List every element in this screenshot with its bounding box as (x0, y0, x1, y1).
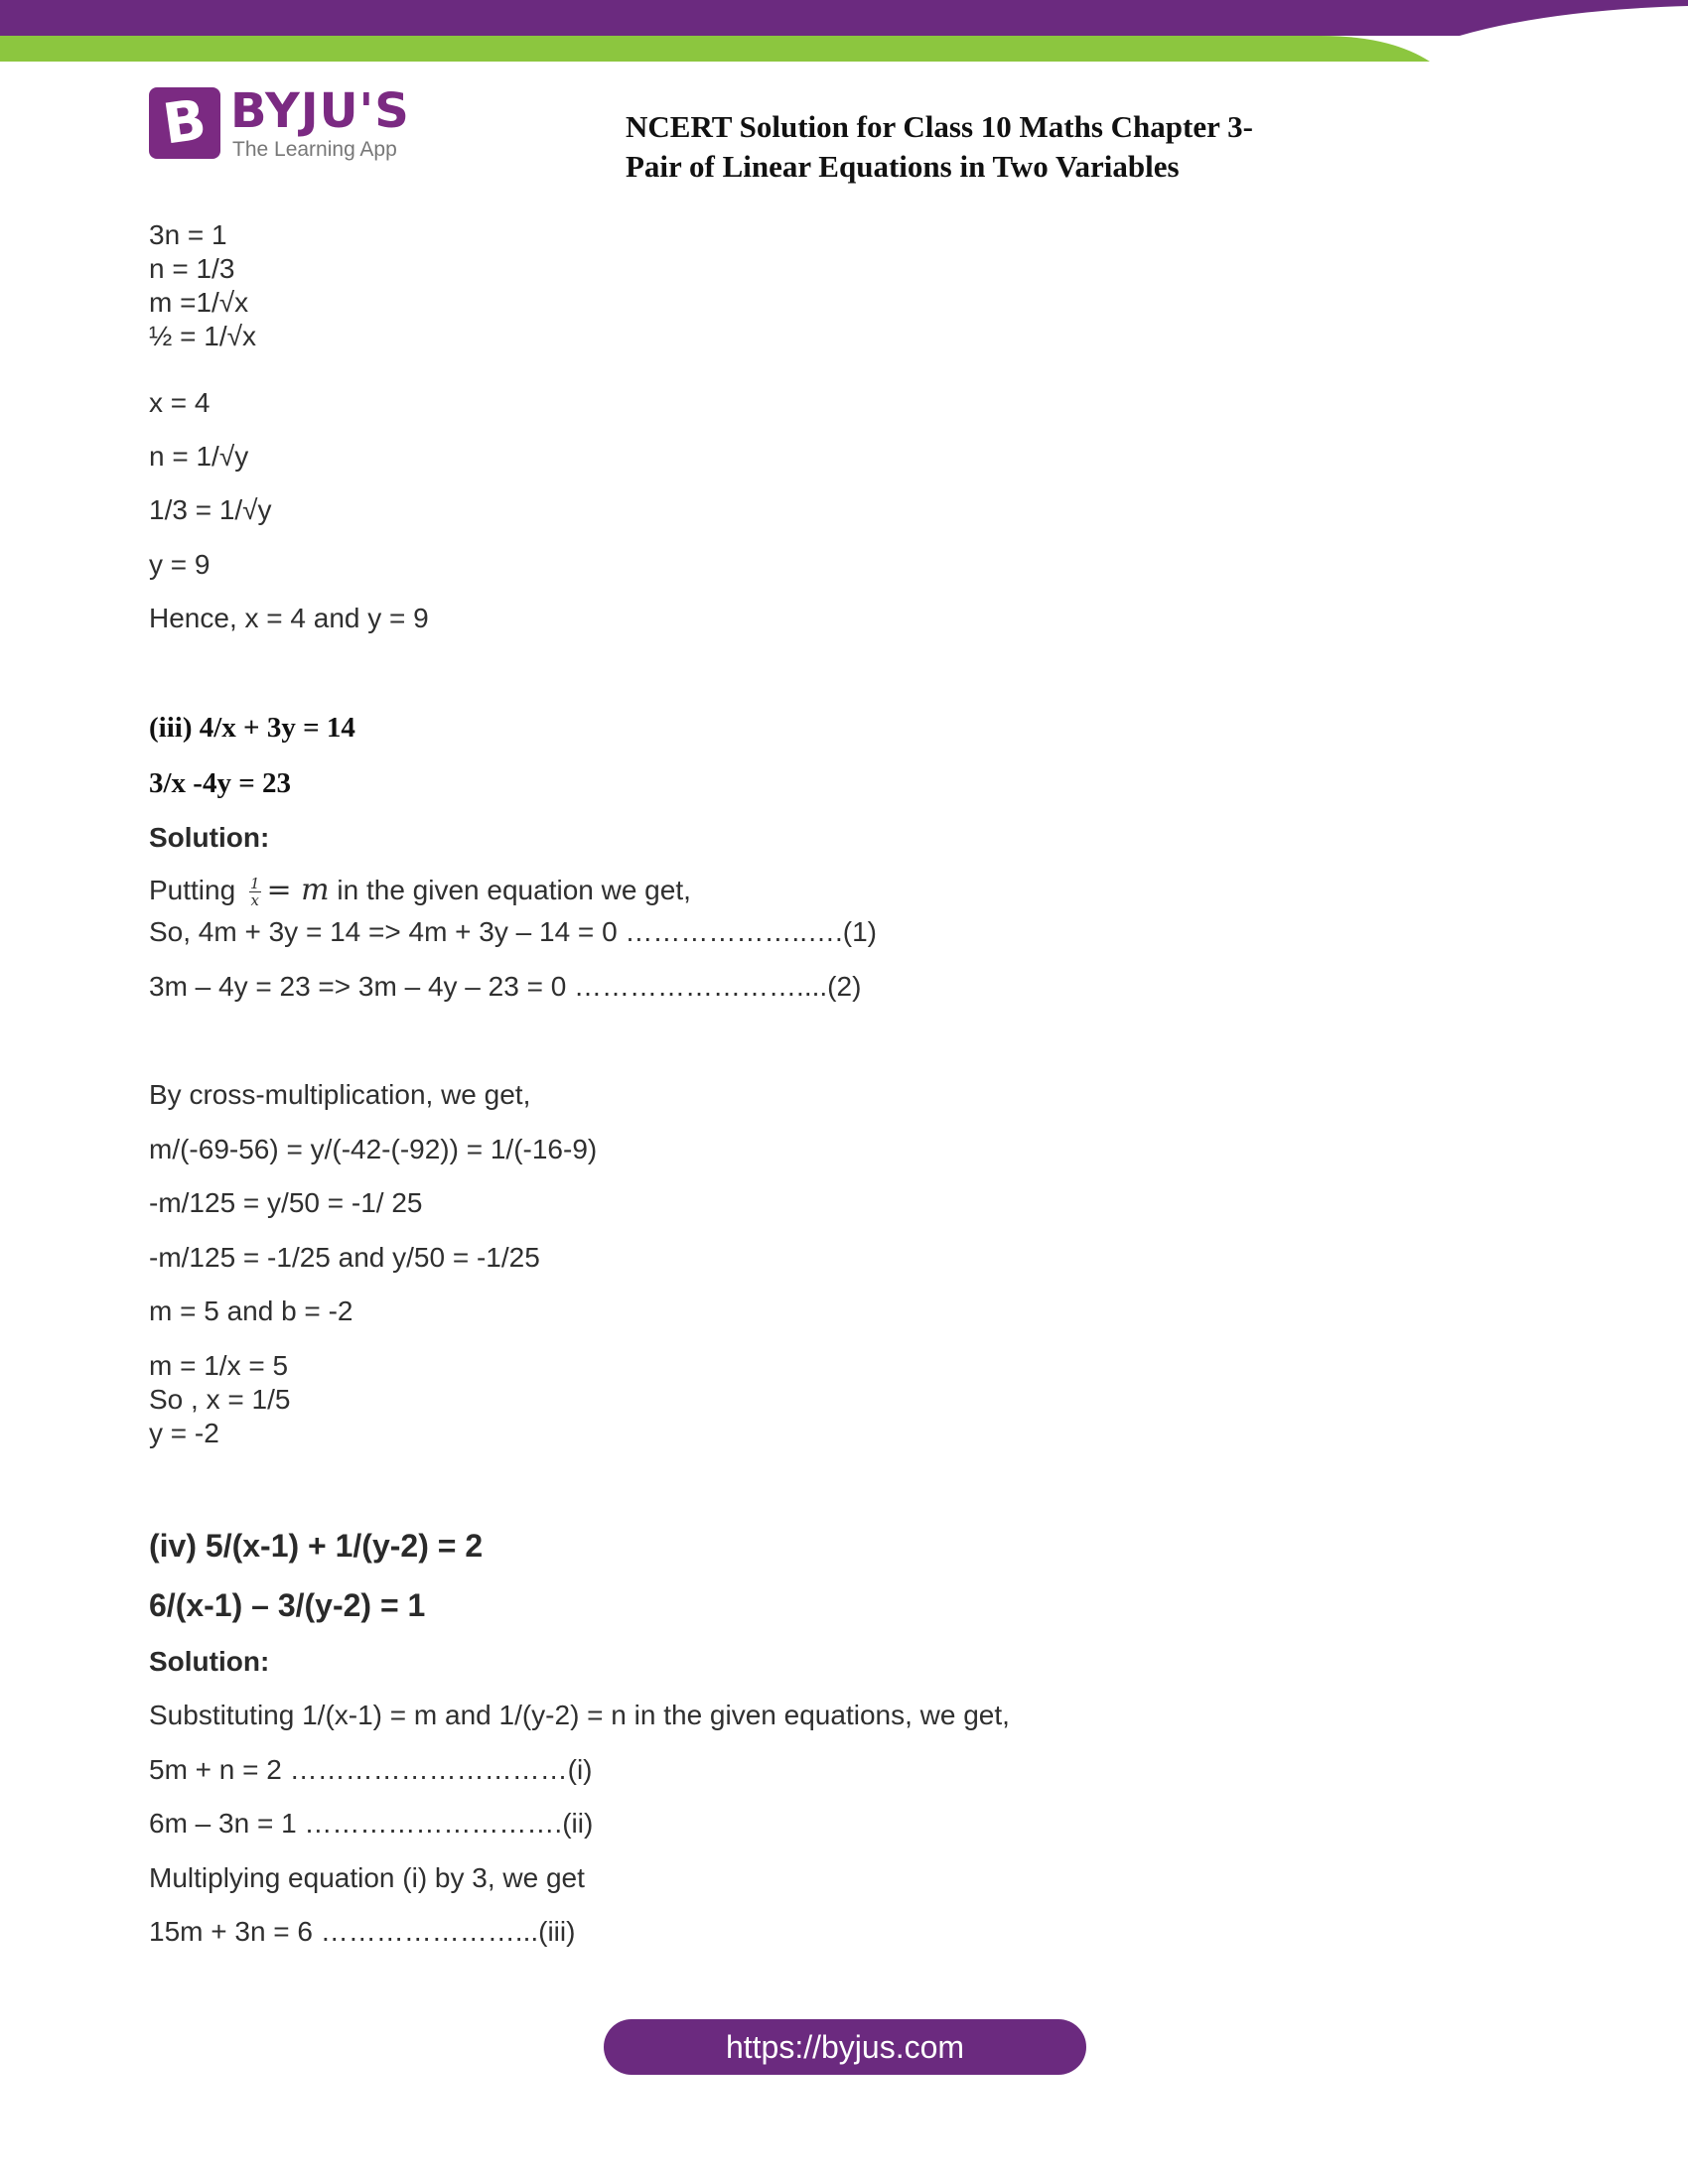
title-line-2: Pair of Linear Equations in Two Variables (626, 149, 1180, 184)
fraction-numerator: 1 (249, 875, 260, 893)
equation-line: 15m + 3n = 6 …………………...(iii) (149, 1916, 576, 1947)
logo-name: BYJU'S (230, 83, 410, 139)
equation-line: So, 4m + 3y = 14 => 4m + 3y – 14 = 0 ………………..….(1) (149, 916, 877, 947)
logo-letter: B (159, 87, 211, 158)
fraction-denominator: x (250, 891, 259, 910)
text-line: n = 1/3 (149, 253, 235, 284)
footer-url-link[interactable]: https://byjus.com (604, 2019, 1086, 2075)
byjus-logo[interactable] (149, 85, 437, 165)
equation-line: So , x = 1/5 (149, 1384, 291, 1415)
text-line: x = 4 (149, 387, 211, 418)
equation-line: y = -2 (149, 1418, 219, 1448)
page-title (626, 107, 1519, 187)
text-line: Multiplying equation (i) by 3, we get (149, 1862, 585, 1893)
fraction-one-over-x (249, 876, 261, 908)
text-line: By cross-multiplication, we get, (149, 1079, 531, 1110)
equation-line: -m/125 = -1/25 and y/50 = -1/25 (149, 1242, 540, 1273)
text-line: m =1/√x (149, 287, 249, 318)
top-color-band (0, 0, 1688, 62)
equation-line: m = 1/x = 5 (149, 1350, 289, 1381)
text-line: y = 9 (149, 549, 211, 580)
text-line: n = 1/√y (149, 441, 249, 472)
text-line: 3n = 1 (149, 219, 227, 250)
equation-line: -m/125 = y/50 = -1/ 25 (149, 1187, 423, 1218)
text-line: 1/3 = 1/√y (149, 494, 272, 525)
question-heading: (iv) 5/(x-1) + 1/(y-2) = 2 (149, 1528, 484, 1564)
solution-label: Solution: (149, 822, 270, 853)
question-heading: 3/x -4y = 23 (149, 767, 291, 799)
equation-line: m = 5 and b = -2 (149, 1296, 353, 1326)
question-heading: 6/(x-1) – 3/(y-2) = 1 (149, 1587, 426, 1623)
equation-line: 5m + n = 2 …………………………(i) (149, 1754, 593, 1785)
text-line: Substituting 1/(x-1) = m and 1/(y-2) = n in the given equations, we get, (149, 1700, 1010, 1730)
answer-line: Hence, x = 4 and y = 9 (149, 603, 429, 633)
putting-prefix: Putting (149, 875, 236, 905)
equals-m: = m (266, 873, 330, 907)
text-line: ½ = 1/√x (149, 321, 256, 351)
equation-line: 3m – 4y = 23 => 3m – 4y – 23 = 0 ……………………....(2) (149, 971, 862, 1002)
logo-tagline: The Learning App (232, 138, 397, 161)
equation-line: 6m – 3n = 1 ……………………….(ii) (149, 1808, 594, 1839)
equation-line: m/(-69-56) = y/(-42-(-92)) = 1/(-16-9) (149, 1134, 598, 1164)
title-line-1: NCERT Solution for Class 10 Maths Chapter 3- (626, 109, 1253, 144)
question-heading: (iii) 4/x + 3y = 14 (149, 712, 355, 744)
putting-suffix: in the given equation we get, (337, 875, 691, 905)
solution-label: Solution: (149, 1646, 270, 1677)
text-line (149, 874, 691, 908)
